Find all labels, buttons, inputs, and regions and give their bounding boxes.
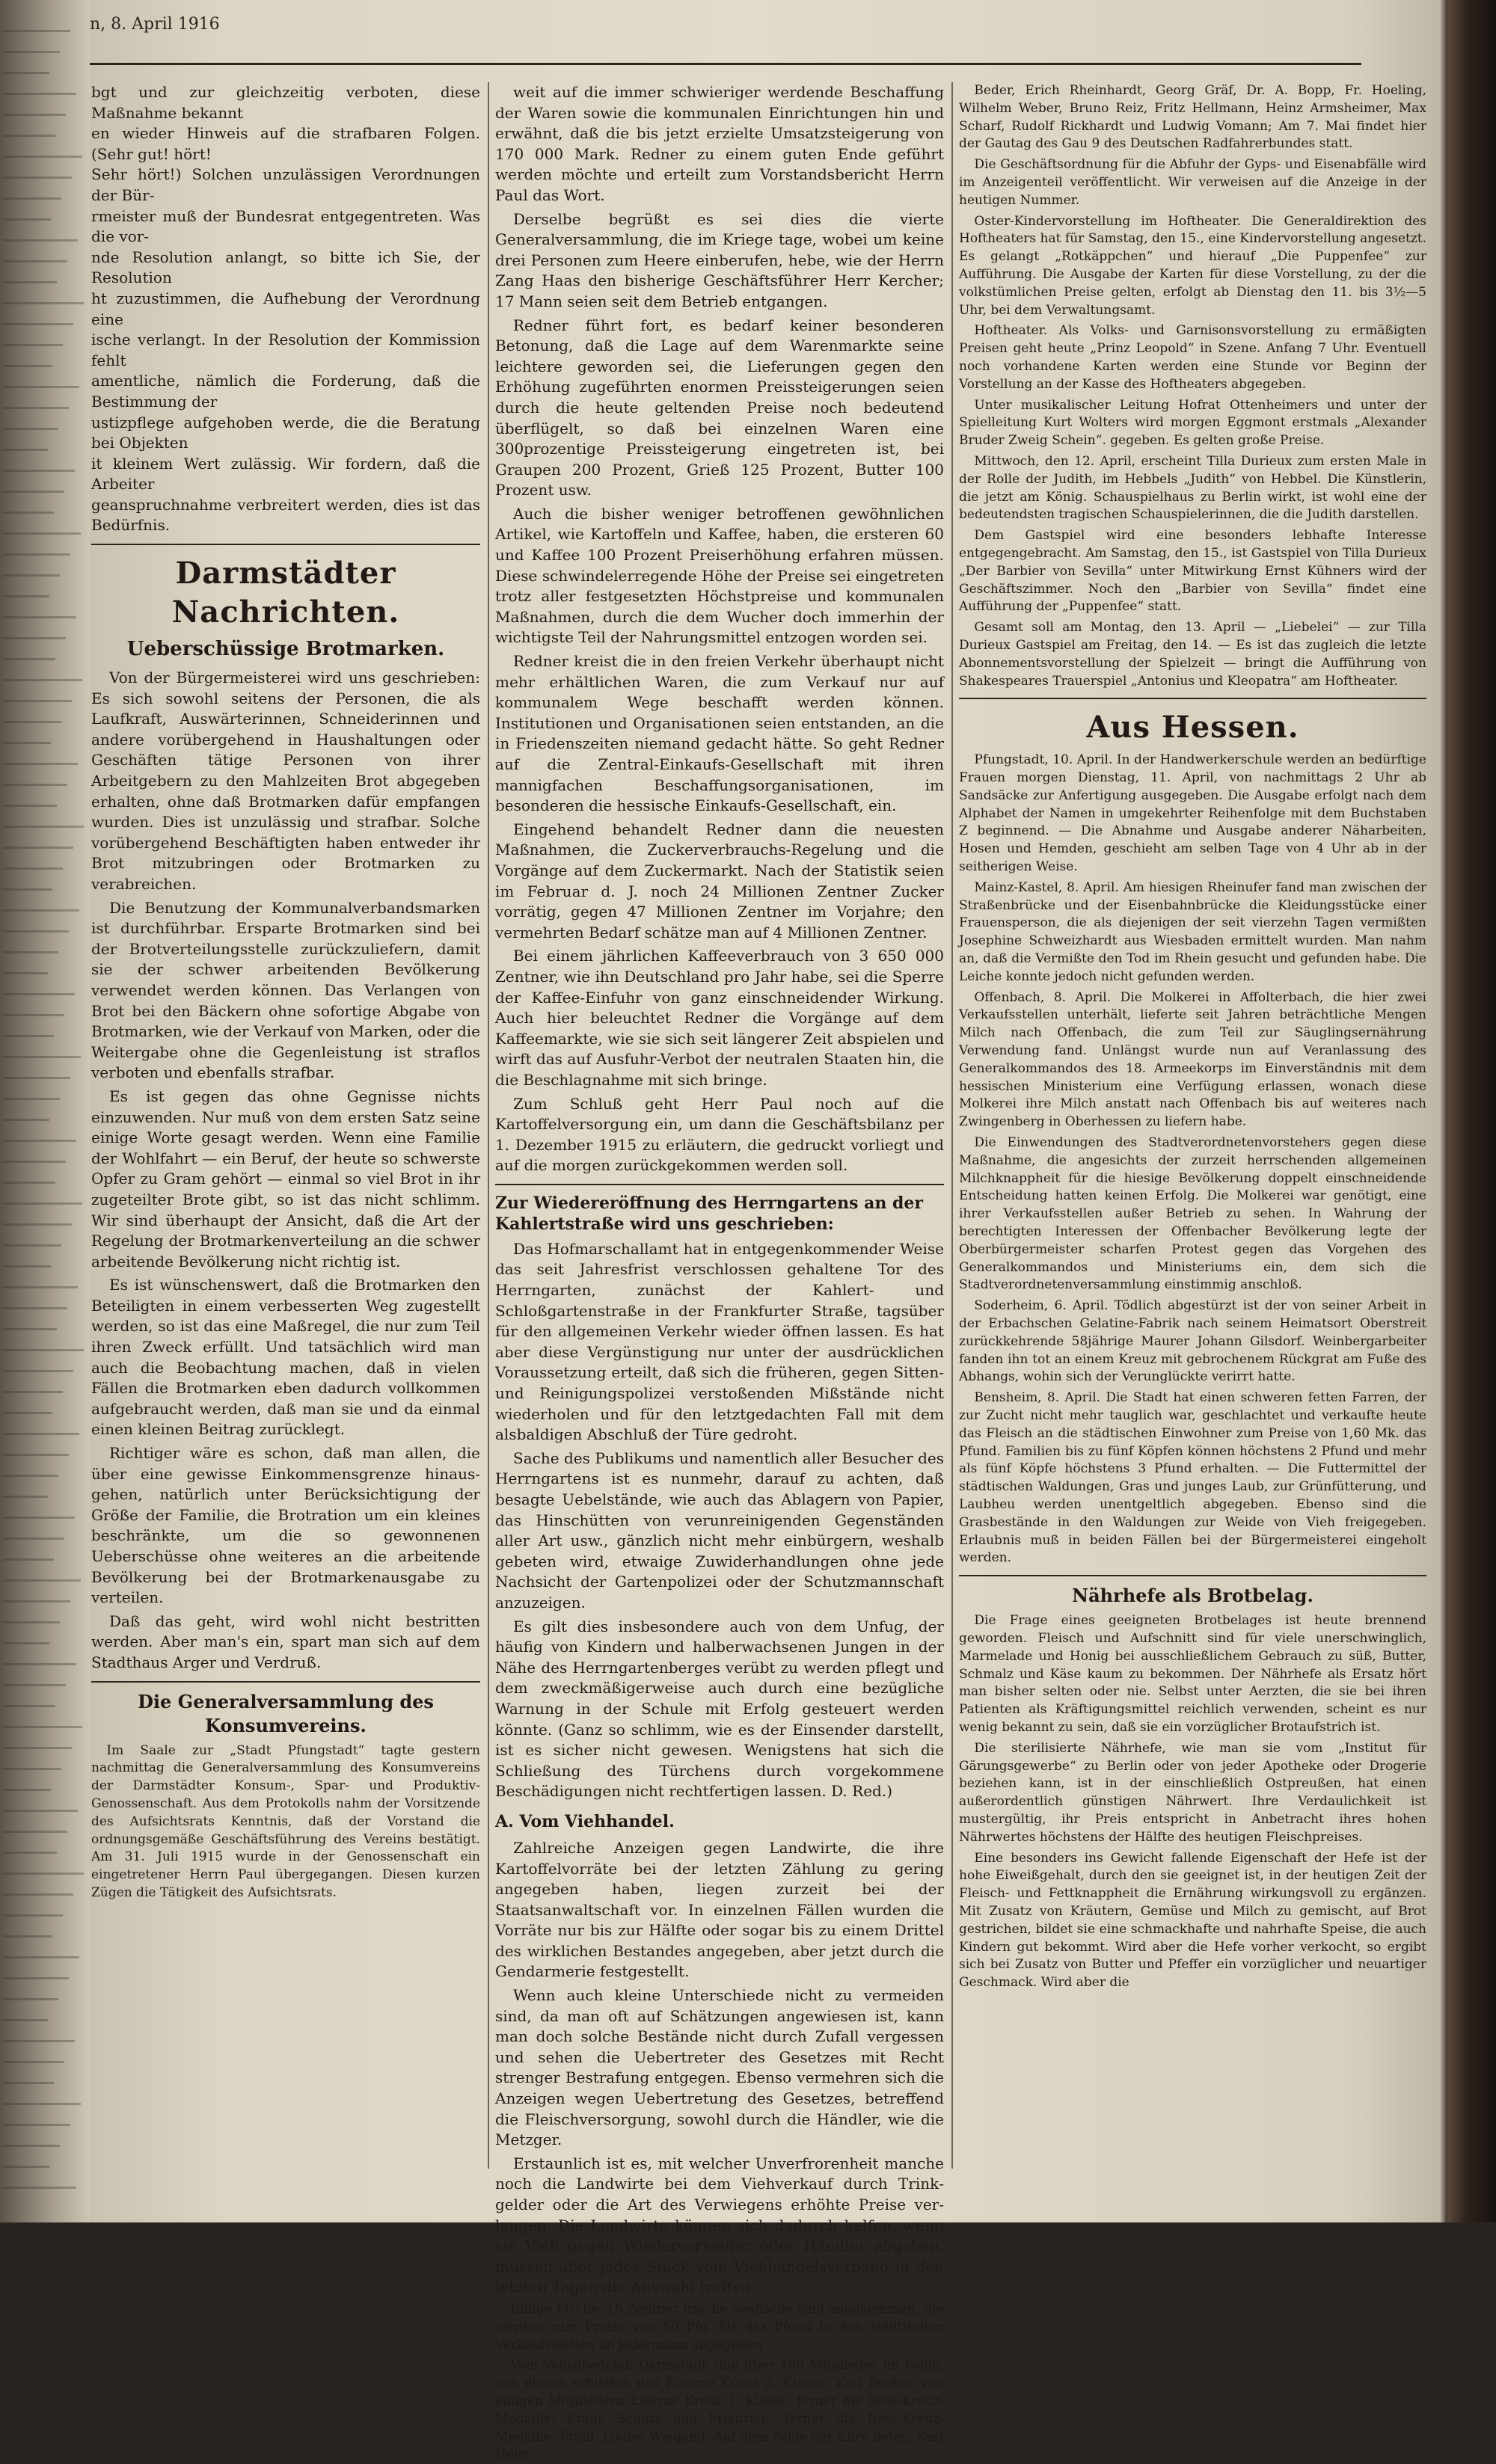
paragraph: Billige Fische. 15 Zentner frische Seefische sind angekommen. Sie werden zum Preise von 50 Pfg. für das Pfund in den städtischen Verkaufsstellen an jedermann abgegeben.: [495, 2301, 944, 2353]
strip-text-line: [3, 763, 78, 765]
paragraph: Redner kreist die in den freien Verkehr überhaupt nicht mehr erhältlichen Waren, die zum Verkauf nur auf kommunalem Wege beschafft werden können. Institutionen und Organisationen seien entstanden, an die in Friedenszeiten niemand gedacht hätte. So geht Redner auf die Zentral-Einkaufs-Gesellschaft mit ihren mannigfachen Beschaffungsorganisationen, im besonderen die hessische Einkaufs-Gesellschaft, ein.: [495, 652, 944, 815]
section-title-hessen: Aus Hessen.: [1086, 710, 1299, 746]
text-line: ustizpflege aufgehoben werde, die die Beratung bei Objekten: [91, 413, 480, 452]
article-body-konsumverein: [91, 1742, 480, 1902]
paragraph: Eine besonders ins Gewicht fallende Eigenschaft der Hefe ist der hohe Eiweißgehalt, durch den sie geeignet ist, in der heutigen Zeit der Fleisch- und Fettknappheit die Ernährung wirkungsvoll zu ergänzen. Mit Zusatz von Kräutern, Gemüse und Milch zu gemischt, auf Brot gestrichen, bildet sie eine schmackhafte und nahrhafte Speise, die auch Kindern gut bekommt. Wird aber die Hefe vorher verkocht, so ergibt sich bei Zusatz von Butter und Pfeffer ein vorzüglicher und neuartiger Geschmack. Wird aber die: [959, 1850, 1426, 1991]
article-body-naehrhefe: [959, 1612, 1426, 1992]
strip-text-line: [3, 1684, 66, 1686]
strip-text-line: [3, 1475, 58, 1477]
paragraph: Mittwoch, den 12. April, erscheint Tilla Durieux zum ersten Male in der Rolle der Judith, im Hebbels „Judith“ von Hebbel. Die Künstlerin, die jetzt am König. Schauspielhaus zu Berlin wirkt, ist wohl eine der bedeutendsten tragischen Schauspielerinnen, die die Judith darstellen.: [959, 453, 1426, 523]
page-header: [90, 15, 1436, 75]
strip-text-line: [3, 1433, 79, 1435]
text-line: rmeister muß der Bundesrat entgegentreten. Was die vor-: [91, 206, 480, 246]
paragraph: Eingehend behandelt Redner dann die neuesten Maßnahmen, die Zuckerverbrauchs-Regelung und die Vorgänge auf dem Zuckermarkt. Nach der Statistik seien im Februar d. J. noch 24 Millionen Zentner Zucker vorrätig, gegen 47 Millionen Zentner im Vorjahre; den vermehrten Bedarf schätze man auf 4 Millionen Zentner.: [495, 820, 944, 941]
strip-text-line: [3, 30, 70, 32]
paragraph: Zum Schluß geht Herr Paul noch auf die Kartoffelversorgung ein, um dann die Geschäftsbilanz per 1. Dezember 1915 zu erläutern, die gedruckt vorliegt und auf die morgen zurückgekommen werden soll.: [495, 1094, 944, 1175]
article-body-konsum-cont: [495, 82, 944, 1176]
divider: [959, 1575, 1426, 1576]
paragraph: Es ist wünschenswert, daß die Brotmarken den Beteiligten in einem verbesserten Weg zugestellt werden, so ist das eine Maßregel, die nur zum Teil ihren Zweck erfüllt. Und tatsächlich wird man auch die Beobachtung machen, daß in vielen Fällen die Brotmarken eben dadurch vollkommen aufgebraucht werden, daß man sie und da einmal einen kleinen Beitrag zurücklegt.: [91, 1276, 480, 1439]
strip-text-line: [3, 867, 63, 870]
paragraph: Die Einwendungen des Stadtverordnetenvorstehers gegen diese Maßnahme, die angesichts der zurzeit herrschenden allgemeinen Milchknappheit für die hiesige Bevölkerung doppelt einschneidende Entscheidung hatten keinen Erfolg. Die Molkerei war genötigt, eine ihrer Verkaufsstellen außer Betrieb zu sehen. In Wahrung der berechtigten Interessen der Offenbacher Bevölkerung legte der Oberbürgermeister scharfen Protest gegen das Vorgehen des Generalkommandos und Ministeriums ein, dem sich die Stadtverordnetenversammlung einstimmig anschloß.: [959, 1135, 1426, 1293]
strip-text-line: [3, 491, 64, 493]
paragraph: Es ist gegen das ohne Gegnisse nichts einzuwenden. Nur muß von dem ersten Satz seine einige Worte gesagt werden. Wenn eine Familie der Wohlfahrt — ein Beruf, der heute so schwerste Opfer zu Gram gehört — einmal so viel Brot in ihr zugeteilter Brote gibt, so ist das nicht schlimm. Wir sind überhaupt der Ansicht, daß die Art der Regelung der Brotmarkenverteilung an die schwer arbeitende Bevölkerung nicht richtig ist.: [91, 1087, 480, 1271]
text-line: bgt und zur gleichzeitig verboten, diese Maßnahme bekannt: [91, 83, 480, 122]
strip-text-line: [3, 1223, 72, 1226]
strip-text-line: [3, 1077, 70, 1079]
strip-text-line: [3, 553, 70, 556]
strip-text-line: [3, 1202, 82, 1205]
strip-text-line: [3, 2103, 81, 2105]
strip-text-line: [3, 826, 84, 828]
strip-text-line: [3, 700, 72, 702]
paragraph: Vom Velozipedclub Darmstadt sind über 100 Mitglieder im Felde; von diesen erhielten das Eiserne Kreuz 2. Klasse: Karl Feldes; von einigen Mitgliedern Eiserne Kreuz 1. Klasse; ferner die Rote-Kreuz-Medaille: Fräul. Schütz und Friedrich; ferner die Rote-Kreuz-Medaille: Fräul. Louise Wiegand. Auf dem Felde der Ehre fielen: Karl Heim.: [495, 2358, 944, 2463]
column-2: [495, 82, 944, 2463]
strip-text-line: [3, 1537, 64, 1540]
text-line: it kleinem Wert zulässig. Wir fordern, daß die Arbeiter: [91, 454, 480, 494]
strip-text-line: [3, 176, 72, 179]
paragraph: Dem Gastspiel wird eine besonders lebhafte Interesse entgegengebracht. Am Samstag, den 15., ist Gastspiel von Tilla Durieux „Der Barbier von Sevilla“ unter Mitwirkung Ernst Kühners wird der Geschäftszimmer. Noch den „Barbier von Sevilla“ findet eine Aufführung der „Puppenfee“ statt.: [959, 528, 1426, 615]
strip-text-line: [3, 1035, 54, 1037]
paragraph: Die Benutzung der Kommunalverbandsmarken ist durchführbar. Ersparte Brotmarken sind bei der Brotverteilungsstelle zurückzuliefern, damit sie der schwer arbeitenden Bevölkerung verwendet werden können. Das Verlangen von Brot bei den Bäckern ohne sofortige Abgabe von Brotmarken, wie der Verkauf von Marken, oder die Weitergabe ohne die Gegenleistung ist straflos verboten und ebenfalls strafbar.: [91, 898, 480, 1082]
strip-text-line: [3, 1893, 73, 1896]
strip-text-line: [3, 1140, 76, 1142]
strip-text-line: [3, 1391, 63, 1393]
paragraph: Erstaunlich ist es, mit welcher Unverfrorenheit manche noch die Landwirte bei dem Viehverkauf durch Trinkgelder oder die Art des Verwiegens erhöhte Preise verlangen. Die Landwirte können sich dadurch helfen, wenn sie Vieh gegen Wiederverkäufer oder Händler abgeben, müssen aber jedes Stück vom Viehhandelsverband in den letzten Tagen die Auswahl treffen.: [495, 2154, 944, 2296]
strip-text-line: [3, 951, 58, 953]
section-title-darmstadt: Darmstädter Nachrichten.: [171, 556, 400, 630]
adjacent-page-strip: [0, 0, 90, 2222]
strip-text-line: [3, 2145, 60, 2147]
paragraph: Mainz-Kastel, 8. April. Am hiesigen Rheinufer fand man zwischen der Straßenbrücke und der Eisenbahnbrücke die Kleidungsstücke einer Frauensperson, die als diejenigen der seit vierzehn Tagen vermißten Josephine Schweizhardt aus Wiesbaden ermittelt wurden. Man nahm an, daß die Vermißte den Tod im Rhein gesucht und gefunden habe. Die Leiche konnte jedoch nicht gefunden werden.: [959, 879, 1426, 984]
paragraph: Soderheim, 6. April. Tödlich abgestürzt ist der von seiner Arbeit in der Erbachschen Gelatine-Fabrik nach seinem Heimatsort Oberstreit zurückkehrende 58jährige Maurer Johann Gilsdorf. Weinbergarbeiter fanden ihn tot an einem Kreuz mit gebrochenem Rückgrat am Fuße des Abhangs, wohin sich der Verunglückte verirrt hatte.: [959, 1298, 1426, 1385]
column-separator: [488, 82, 489, 2169]
text-line: ht zuzustimmen, die Aufhebung der Verordnung eine: [91, 289, 480, 328]
strip-text-line: [3, 470, 75, 472]
paragraph: Bei einem jährlichen Kaffeeverbrauch von 3 650 000 Zentner, wie ihn Deutschland pro Jahr habe, sei die Sperre der Kaffee-Einfuhr von ganz einschneidender Wirkung. Auch hier beleuchtet Redner die Vorgänge auf dem Kaffeemarkte, wie sie sich seit längerer Zeit abspielen und wirft das auf Ausfuhr-Verbot der neutralen Staaten hin, die die Beschlagnahme mit sich bringe.: [495, 947, 944, 1089]
strip-text-line: [3, 51, 60, 53]
strip-text-line: [3, 2124, 70, 2126]
strip-text-line: [3, 1831, 67, 1833]
paragraph: Gesamt soll am Montag, den 13. April — „Liebelei“ — zur Tilla Durieux Gastspiel am Freitag, den 14. — Es ist das zugleich die letzte Abonnementsvorstellung der Spielzeit — bringt die Aufführung von Shakespeares Trauerspiel „Antonius und Kleopatra“ am Hoftheater.: [959, 620, 1426, 689]
strip-text-line: [3, 1600, 70, 1603]
strip-text-line: [3, 1621, 60, 1623]
paragraph: Pfungstadt, 10. April. In der Handwerkerschule werden an bedürftige Frauen morgen Dienstag, 11. April, von nachmittags 2 Uhr ab Sandsäcke zur Anfertigung ausgegeben. Die Ausgabe erfolgt nach dem Alphabet der Namen in umgekehrter Reihenfolge mit dem Buchstaben Z beginnend. — Die Abnahme und Ausgabe anderer Näharbeiten, Hosen und Hemden, geschieht am selben Tage von 4 Uhr ab in der seitherigen Weise.: [959, 752, 1426, 875]
strip-text-line: [3, 1349, 84, 1351]
paragraph: Das Hofmarschallamt hat in entgegenkommender Weise das seit Jahresfrist verschlossen gehaltene Tor des Herrngarten, zunächst der Kahlert- und Schloßgartenstraße in der Frankfurter Straße, tagsüber für den allgemeinen Verkehr wieder öffnen lassen. Es hat aber diese Vergünstigung nur unter der ausdrücklichen Voraussetzung erteilt, daß sich die früheren, gegen Sitten- und Reinigungspolizei verstoßenden Mißstände nicht wiederholen und für den letztgedachten Fall mit dem alsbaldigen Abschluß der Türe gedroht.: [495, 1239, 944, 1444]
strip-text-line: [3, 428, 58, 430]
paragraph: Derselbe begrüßt es sei dies die vierte Generalversammlung, die im Kriege tage, wobei um keine drei Personen zum Heere einberufen, hebe, wie der Herrn Zang Haas den bisherige Geschäftsführer Herr Kercher; 17 Mann seien seit dem Betrieb entgangen.: [495, 209, 944, 310]
strip-text-line: [3, 1935, 52, 1938]
strip-text-line: [3, 2166, 49, 2168]
strip-text-line: [3, 1558, 54, 1561]
paragraph: Im Saale zur „Stadt Pfungstadt“ tagte gestern nachmittag die Generalversammlung des Konsumvereins der Darmstädter Konsum-, Spar- und Produktiv-Genossenschaft. Aus dem Protokolls nahm der Vorsitzende des Aufsichtsrats Kenntnis, daß der Vorstand die ordnungsgemäße Geschäftsführung des Vereins bestätigt. Am 31. Juli 1915 wurde in der Genossenschaft ein eingetretener Herrn Paul übergegangen. Diesen kurzen Zügen die Tätigkeit des Aufsichtsrats.: [91, 1742, 480, 1900]
paragraph: Daß das geht, wird wohl nicht bestritten werden. Aber man's ein, spart man sich auf dem Stadthaus Arger und Verdruß.: [91, 1612, 480, 1671]
strip-text-line: [3, 1370, 73, 1372]
divider: [495, 1184, 944, 1185]
text-line: nde Resolution anlangt, so bitte ich Sie, der Resolution: [91, 248, 480, 287]
article-title-konsumverein: Die Generalversammlung des Konsumvereins.: [138, 1690, 434, 1736]
strip-text-line: [3, 218, 51, 221]
strip-text-line: [3, 511, 54, 514]
strip-text-line: [3, 1789, 51, 1791]
paragraph: Oster-Kindervorstellung im Hoftheater. Die Generaldirektion des Hoftheaters hat für Samstag, den 15., eine Kindervorstellung angesetzt. Es gelangt „Rotkäppchen“ und hierauf „Die Puppenfee“ zur Aufführung. Die Ausgabe der Karten für diese Vorstellung, zu der die volkstümlichen Preise gelten, erfolgt ab Dienstag den 11. bis 3½—5 Uhr, bei dem Verwaltungsamt.: [959, 213, 1426, 318]
paragraph: Redner führt fort, es bedarf keiner besonderen Betonung, daß die Lage auf dem Warenmarkte seine leichtere geworden sei, die Lieferungen gegen den Erhöhung zugeführten enormen Preissteigerungen seien durch die heute geltenden Preise noch bedeutend überflügelt, so daß bei einzelnen Waren eine 300prozentige Preissteigerung eingetreten ist, bei Graupen 200 Prozent, Grieß 125 Prozent, Butter 100 Prozent usw.: [495, 316, 944, 500]
column2-footer-notes: [495, 2301, 944, 2464]
column3-top-notes: [959, 82, 1426, 690]
strip-text-line: [3, 197, 61, 200]
paragraph: Die Frage eines geeigneten Brotbelages ist heute brennend geworden. Fleisch und Aufschnitt sind für viele unerschwinglich, Marmelade und Honig bei ausschließlichem Gebrauch zu süß, Butter, Schmalz und Käse kaum zu bekommen. Der Nährhefe als Ersatz hört man bisher selten oder nie. Selbst unter Aerzten, die sie bei ihren Patienten als Kräftigungsmittel reichlich verwenden, scheint es nur wenig bekannt zu sein, daß sie ein vorzüglicher Brotaufstrich ist.: [959, 1613, 1426, 1735]
paragraph: Die sterilisierte Nährhefe, wie man sie vom „Institut für Gärungsgewerbe“ zu Berlin oder von jeder Apotheke oder Drogerie beziehen kann, ist in der einschließlich Ostpreußen, hat einen außerordentlich günstigen Nährwert. Ihre Verdaulichkeit ist mustergültig, ihr Preis entspricht in Anbetracht ihres hohen Nährwertes höchstens der Hälfte des heutigen Fleischpreises.: [959, 1740, 1426, 1845]
paragraph: Die Geschäftsordnung für die Abfuhr der Gyps- und Eisenabfälle wird im Anzeigenteil veröffentlicht. Wir verweisen auf die Anzeige in der heutigen Nummer.: [959, 157, 1426, 208]
paragraph: Richtiger wäre es schon, daß man allen, die über eine gewisse Einkommensgrenze hinausgehen, natürlich unter Berücksichtigung der Größe der Familie, die Brotration um ein kleines beschränkte, um die so gewonnenen Ueberschüsse ohne weiteres an die arbeitende Bevölkerung bei der Brotmarkenausgabe zu verteilen.: [91, 1444, 480, 1607]
strip-text-line: [3, 1768, 61, 1770]
strip-text-line: [3, 1328, 57, 1330]
column-1: [91, 82, 480, 2176]
strip-text-line: [3, 323, 73, 325]
strip-text-line: [3, 972, 48, 974]
strip-text-line: [3, 1872, 84, 1875]
strip-text-line: [3, 72, 49, 74]
paragraph: weit auf die immer schwieriger werdende Beschaffung der Waren sowie die kommunalen Einrichtungen hin und erwähnt, daß die bis jetzt erzielte Umsatzsteigerung von 170 000 Mark. Redner zu einem guten Ende geführt werden möchte und erteilt zum Vorstandsbericht Herrn Paul das Wort.: [495, 83, 944, 204]
strip-text-line: [3, 2019, 48, 2021]
strip-text-line: [3, 1182, 55, 1184]
text-line: ische verlangt. In der Resolution der Kommission fehlt: [91, 331, 480, 369]
paragraph: Hoftheater. Als Volks- und Garnisonsvorstellung zu ermäßigten Preisen geht heute „Prinz Leopold“ in Szene. Anfang 7 Uhr. Eventuell noch vorhandene Karten werden eine Stunde vor Beginn der Vorstellung an der Kasse des Hoftheaters abgegeben.: [959, 323, 1426, 392]
strip-text-line: [3, 993, 75, 995]
strip-text-line: [3, 1286, 78, 1288]
paragraph: Zahlreiche Anzeigen gegen Landwirte, die ihre Kartoffelvorräte bei der letzten Zählung zu gering angegeben haben, liegen zurzeit bei der Staatsanwaltschaft vor. In einzelnen Fällen wurden die Vorräte nur bis zur Hälfte oder sogar bis zu einem Drittel des wirklichen Bestandes angegeben, aber jetzt durch die Gendarmerie festgestellt.: [495, 1838, 944, 1981]
article-title-naehrhefe: Nährhefe als Brotbelag.: [1072, 1585, 1313, 1607]
header-rule: [90, 63, 1361, 65]
strip-text-line: [3, 1956, 79, 1958]
text-line: en wieder Hinweis auf die strafbaren Folgen. (Sehr gut! hört!: [91, 124, 480, 163]
strip-text-line: [3, 156, 82, 158]
strip-text-line: [3, 616, 76, 618]
strip-text-line: [3, 93, 76, 95]
strip-text-line: [3, 574, 60, 577]
paragraph: Von der Bürgermeisterei wird uns geschrieben: Es sich sowohl seitens der Personen, die als Laufkraft, Auswärterinnen, Schneiderinnen und andere vorübergehend in Haushaltungen oder Geschäften tätige Personen von ihrer Arbeitgebern zu den Mahlzeiten Brot abgegeben erhalten, ohne daß Brotmarken dafür empfangen wurden. Dies ist unzulässig und strafbar. Solche vorübergehend Beschäftigten haben entweder ihr Brot mitzubringen oder Brotmarken zu verabreichen.: [91, 669, 480, 893]
strip-text-line: [3, 742, 51, 744]
strip-text-line: [3, 1244, 61, 1247]
strip-text-line: [3, 344, 63, 346]
strip-text-line: [3, 365, 52, 367]
divider: [91, 544, 480, 545]
article-body-hessen: [959, 752, 1426, 1567]
strip-text-line: [3, 784, 67, 786]
strip-text-line: [3, 1998, 58, 2000]
paragraph: Es gilt dies insbesondere auch von dem Unfug, der häufig von Kindern und halberwachsenen Jungen in der Nähe des Herrngartenberges verübt zu werden pflegt und dem zweckmäßigerweise auch durch eine bezügliche Warnung in der Schule mit Erfolg gesteuert werden könnte. (Ganz so schlimm, wie es der Einsender darstellt, ist es sicher nicht gewesen. Wenigstens hat sich die Schließung des Türchens durch vorgekommene Beschädigungen nicht rechtfertigen lassen. D. Red.): [495, 1617, 944, 1801]
strip-text-line: [3, 1810, 78, 1812]
paragraph: Unter musikalischer Leitung Hofrat Ottenheimers und unter der Spielleitung Kurt Wolters wird morgen Eggmont erstmals „Alexander Bruder Zweig Schein“. gegeben. Es gelten große Preise.: [959, 397, 1426, 449]
strip-text-line: [3, 1496, 48, 1498]
strip-text-line: [3, 721, 61, 723]
article-body-brotmarken: [91, 668, 480, 1674]
text-line: amentliche, nämlich die Forderung, daß die Bestimmung der: [91, 372, 480, 411]
strip-text-line: [3, 532, 81, 535]
strip-text-line: [3, 135, 55, 137]
strip-text-line: [3, 1914, 63, 1917]
strip-text-line: [3, 386, 79, 388]
text-line: geanspruchnahme verbreitert werden, dies ist das Bedürfnis.: [91, 495, 480, 535]
strip-text-line: [3, 260, 67, 262]
strip-text-line: [3, 1265, 51, 1268]
book-spine: [1447, 0, 1496, 2222]
strip-text-line: [3, 1747, 72, 1749]
paragraph: Bensheim, 8. April. Die Stadt hat einen schweren fetten Farren, der zur Zucht nicht mehr tauglich war, geschlachtet und verkaufte heute das Fleisch an die städtischen Einwohner zum Preise von 1,60 Mk. das Pfund. Familien bis zu fünf Köpfen können höchstens 2 Pfund und mehr als fünf Köpfe höchstens 3 Pfund erhalten. — Die Futtermittel der städtischen Waldungen, Gras und junges Laub, zur Grünfütterung, und Laubheu werden unentgeltlich abgegeben. Ebenso sind die Grasbestände in den Waldungen zur Weide von Vieh freigegeben. Erlaubnis muß in beiden Fällen bei der Bürgermeisterei eingeholt werden.: [959, 1390, 1426, 1566]
strip-text-line: [3, 1579, 81, 1582]
strip-text-line: [3, 302, 84, 304]
col1-intro: [91, 82, 480, 536]
strip-text-line: [3, 2061, 64, 2063]
strip-text-line: [3, 595, 49, 597]
strip-text-line: [3, 2040, 75, 2042]
article-title-viehhandel: A. Vom Viehhandel.: [495, 1811, 675, 1831]
strip-text-line: [3, 1852, 57, 1854]
column-separator: [951, 82, 953, 2169]
article-title-brotmarken: Ueberschüssige Brotmarken.: [126, 638, 445, 661]
strip-text-line: [3, 281, 57, 283]
strip-text-line: [3, 1642, 49, 1644]
strip-text-line: [3, 239, 78, 242]
divider: [91, 1681, 480, 1683]
strip-text-line: [3, 805, 57, 807]
strip-text-line: [3, 847, 73, 849]
header-date: n, 8. April 1916: [90, 15, 220, 34]
article-body-viehhandel: [495, 1838, 944, 2298]
paragraph: Auch die bisher weniger betroffenen gewöhnlichen Artikel, wie Kartoffeln und Kaffee, haben, die ersteren 60 und Kaffee 100 Prozent Preiserhöhung erfahren müssen. Diese schwindelerregende Höhe der Preise sei eingetreten trotz aller festgesetzten Höchstpreise und kommunalen Maßnahmen, durch die dem Wucher doch immerhin der wichtigste Teil der Nahrungsmittel entzogen worden sei.: [495, 504, 944, 647]
strip-text-line: [3, 1454, 69, 1456]
strip-text-line: [3, 114, 66, 116]
strip-text-line: [3, 909, 79, 912]
strip-text-line: [3, 2187, 76, 2189]
strip-text-line: [3, 679, 82, 681]
strip-text-line: [3, 407, 69, 409]
strip-text-line: [3, 637, 66, 639]
column-3: [959, 82, 1426, 2176]
strip-text-line: [3, 1517, 75, 1519]
strip-text-line: [3, 449, 48, 451]
strip-text-line: [3, 1412, 52, 1414]
strip-text-line: [3, 1119, 49, 1121]
strip-text-line: [3, 658, 55, 660]
strip-text-line: [3, 1663, 76, 1665]
paragraph: Beder, Erich Rheinhardt, Georg Gräf, Dr. A. Bopp, Fr. Hoeling, Wilhelm Weber, Bruno Reiz, Fritz Hellmann, Heinz Armsheimer, Max Scharf, Rudolf Rickhardt und Ludwig Vomann; Am 7. Mai findet hier der Gautag des Gau 9 des Deutschen Radfahrerbundes statt.: [959, 83, 1426, 152]
strip-text-line: [3, 1014, 64, 1016]
strip-text-line: [3, 930, 69, 933]
strip-text-line: [3, 1726, 82, 1728]
text-line: Sehr hört!) Solchen unzulässigen Verordnungen der Bür-: [91, 165, 480, 204]
strip-text-line: [3, 1056, 81, 1058]
paragraph: Wenn auch kleine Unterschiede nicht zu vermeiden sind, da man oft auf Schätzungen angewiesen ist, kann man doch solche Bestände nicht durch Zufall vergessen und sehen die Uebertreter des Gesetzes mit Recht strenger Bestrafung entgegen. Ebenso vermehren sich die Anzeigen wegen Uebertretung des Gesetzes, betreffend die Fleischversorgung, sowohl durch die Händler, wie die Metzger.: [495, 1986, 944, 2149]
strip-text-line: [3, 1705, 55, 1707]
strip-text-line: [3, 1977, 69, 1979]
strip-text-line: [3, 2082, 54, 2084]
strip-text-line: [3, 1098, 60, 1100]
paragraph: Sache des Publikums und namentlich aller Besucher des Herrngartens ist es nunmehr, darauf zu achten, daß besagte Uebelstände, wie auch das Ablagern von Papier, das Hinschütten von verunreinigenden Gegenständen aller Art usw., gänzlich nicht mehr einbürgern, weshalb gebeten wird, etwaige Zuwiderhandlungen ohne jede Nachsicht der Gartenpolizei oder der Schutzmannschaft anzuzeigen.: [495, 1448, 944, 1612]
strip-text-line: [3, 1307, 67, 1309]
strip-text-line: [3, 1161, 66, 1163]
strip-text-line: [3, 888, 52, 891]
paragraph: Offenbach, 8. April. Die Molkerei in Affolterbach, die hier zwei Verkaufsstellen unterhält, lieferte seit Jahren beträchtliche Mengen Milch nach Offenbach, die zum Teil zur Säuglingsernährung Verwendung fand. Unlängst wurde nun auf Veranlassung des Generalkommandos des 18. Armeekorps im Einverständnis mit dem hessischen Ministerium eine Verfügung erlassen, wonach diese Molkerei ihre Milch anstatt nach Offenbach bis auf weiteres nach Zwingenberg in Oberhessen zu liefern habe.: [959, 989, 1426, 1130]
article-title-herrngarten: Zur Wiedereröffnung des Herrngartens an der Kahlertstraße wird uns geschrieben:: [495, 1193, 923, 1234]
article-body-herrngarten: [495, 1239, 944, 1802]
divider: [959, 698, 1426, 699]
